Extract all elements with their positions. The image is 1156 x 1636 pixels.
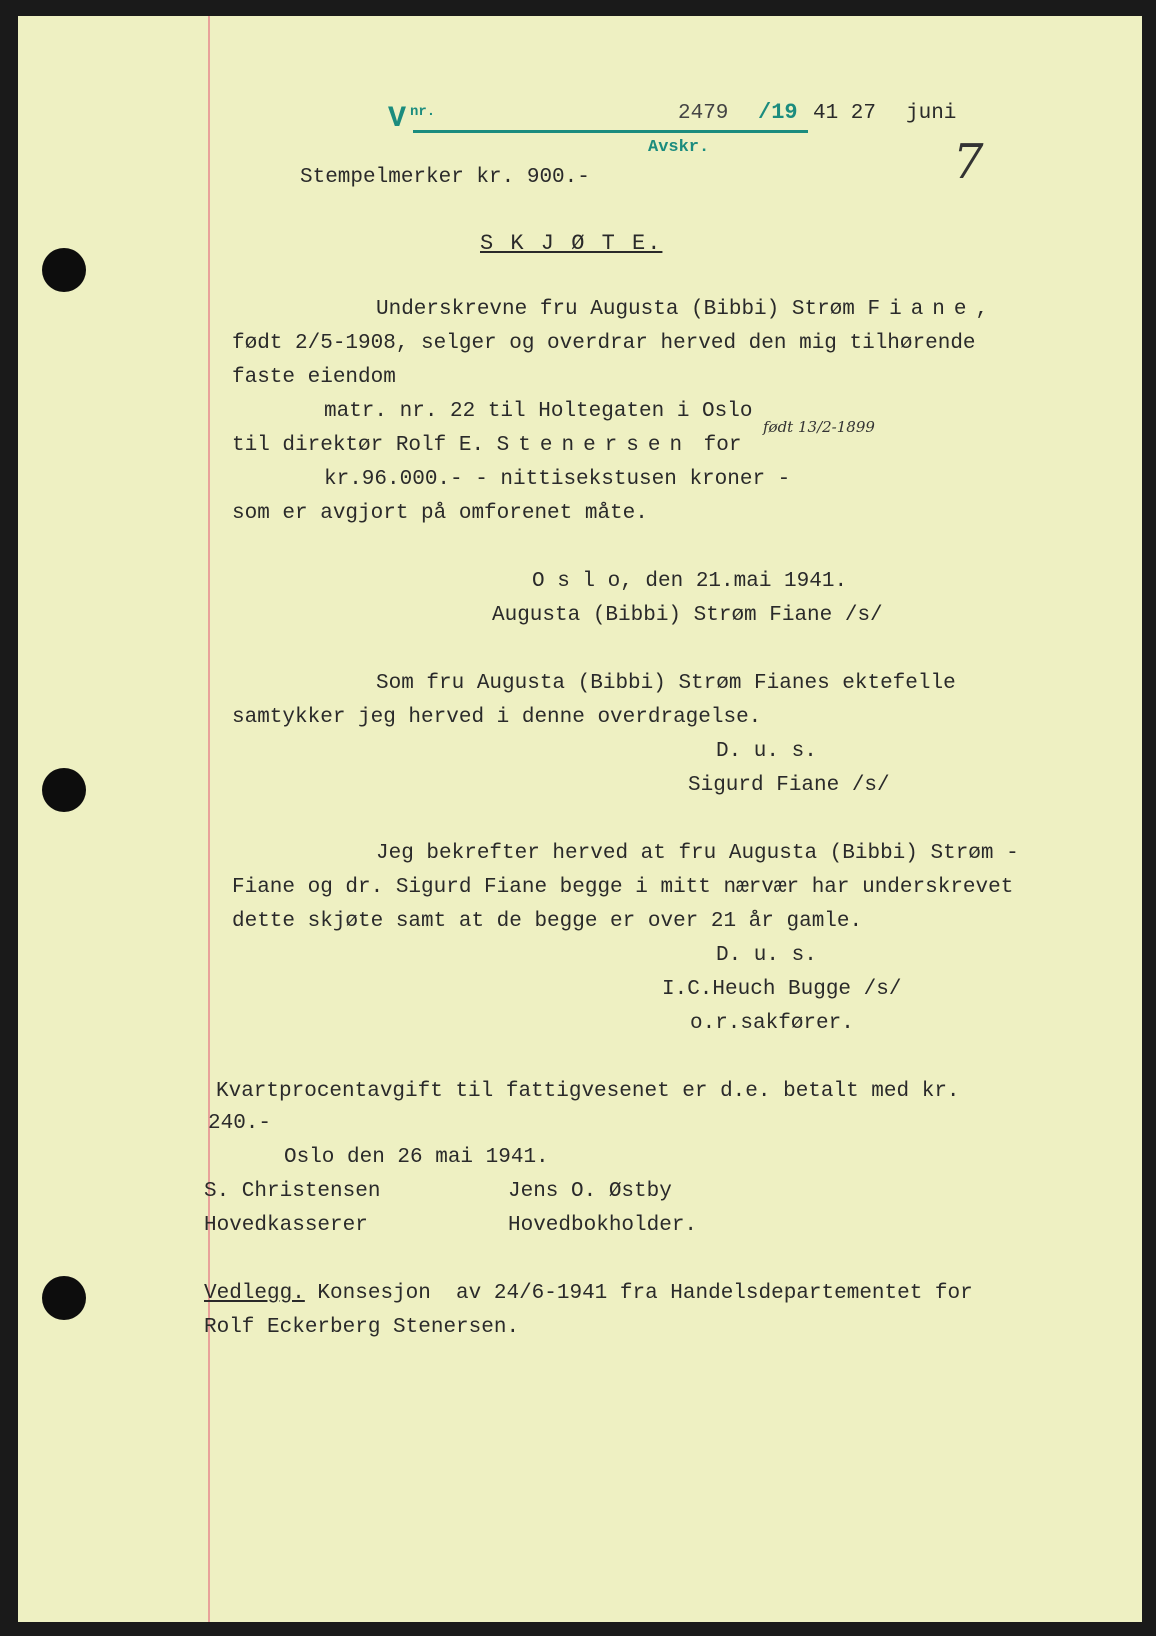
text-line: 240.- [208,1112,272,1135]
signer-name: S. Christensen [204,1180,381,1203]
text-line: Fiane og dr. Sigurd Fiane begge i mitt nærvær har underskrevet [232,876,1014,899]
text-line: faste eiendom [232,366,396,389]
document-title: S K J Ø T E. [480,231,663,256]
dus-line: D. u. s. [716,944,817,967]
signer-title: o.r.sakfører. [690,1012,854,1035]
signer-title: Hovedkasserer [204,1214,368,1237]
document-page [18,16,1142,1622]
text-line: til direktør Rolf E. Stenersen for [232,434,742,457]
date-line: O s l o, den 21.mai 1941. [532,570,848,593]
text-line: født 2/5-1908, selger og overdrar herved den mig tilhørende [232,332,976,355]
page-mark: 7 [953,134,984,190]
dus-line: D. u. s. [716,740,817,763]
attachment-line: Vedlegg. Konsesjon av 24/6-1941 fra Handelsdepartementet for [204,1282,973,1305]
handwritten-insert: født 13/2-1899 [763,418,875,436]
attachment-line: Rolf Eckerberg Stenersen. [204,1316,520,1339]
text-line: samtykker jeg herved i denne overdragelse. [232,706,762,729]
signature-line: Augusta (Bibbi) Strøm Fiane /s/ [492,604,883,627]
text-line: som er avgjort på omforenet måte. [232,502,648,525]
stamp-slash-number: /19 [758,100,798,125]
signer-title: Hovedbokholder. [508,1214,698,1237]
margin-line [208,16,210,1622]
text-line: Som fru Augusta (Bibbi) Strøm Fianes ektefelle [376,672,956,695]
signature-line: Sigurd Fiane /s/ [688,774,890,797]
punch-hole [42,248,86,292]
punch-hole [42,768,86,812]
punch-hole [42,1276,86,1320]
stamp-month: juni [906,102,957,125]
signer-name: Jens O. Østby [508,1180,672,1203]
stamp-prefix: nr. [410,104,436,120]
text-line: dette skjøte samt at de begge er over 21 år gamle. [232,910,863,933]
text-line: Underskrevne fru Augusta (Bibbi) Strøm Fiane, [376,298,998,321]
text-line: kr.96.000.- - nittisekstusen kroner - [324,468,791,491]
stamp-year-day: 41 27 [813,102,877,125]
signature-line: I.C.Heuch Bugge /s/ [662,978,902,1001]
date-line: Oslo den 26 mai 1941. [284,1146,549,1169]
stamp-number: 2479 [678,102,729,125]
text-line: Kvartprocentavgift til fattigvesenet er d.e. betalt med kr. [216,1080,960,1103]
stamp-label: Avskr. [648,138,710,157]
stamp-fee-line: Stempelmerker kr. 900.- [300,166,590,189]
stamp-underline [413,130,808,133]
text-line: matr. nr. 22 til Holtegaten i Oslo [324,400,753,423]
text-line: Jeg bekrefter herved at fru Augusta (Bibbi) Strøm - [376,842,1019,865]
stamp-mark: V [388,102,407,136]
